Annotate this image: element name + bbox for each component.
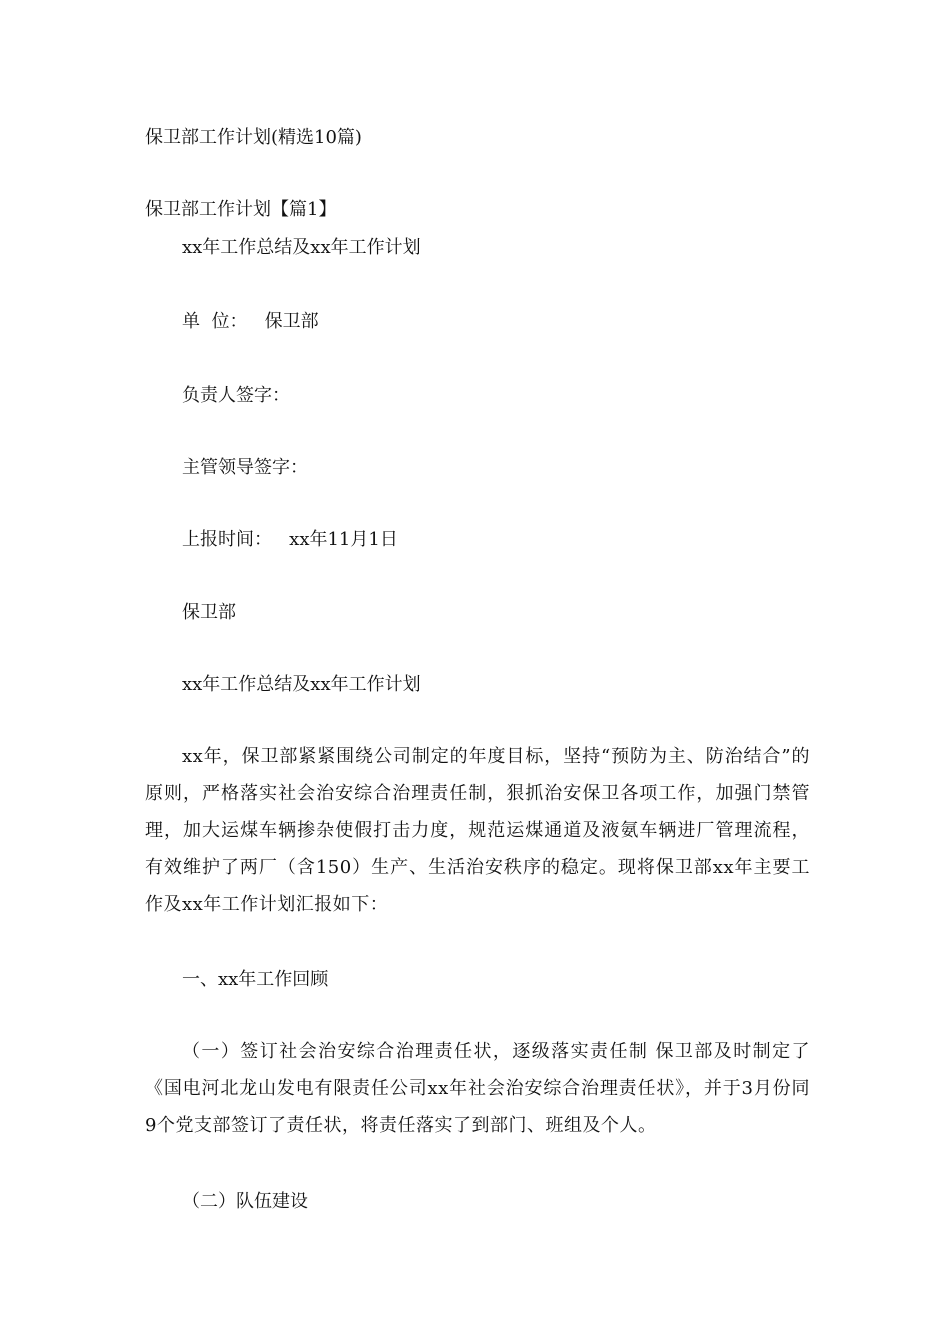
item1-paragraph: （一）签订社会治安综合治理责任状，逐级落实责任制 保卫部及时制定了《国电河北龙山发电有限责任公司xx年社会治安综合治理责任状》，并于3月份同9个党支部签订了责任状，将责任落实了到部门、班组及个人。 (145, 1041, 810, 1136)
responsible-signature-line: 负责人签字： (182, 385, 290, 406)
report-title-repeat: xx年工作总结及xx年工作计划 (182, 674, 421, 695)
department-line: 保卫部 (182, 602, 236, 623)
item2-heading: （二）队伍建设 (182, 1191, 308, 1212)
report-title: xx年工作总结及xx年工作计划 (182, 237, 421, 258)
intro-paragraph: xx年，保卫部紧紧围绕公司制定的年度目标，坚持“预防为主、防治结合”的原则，严格落实社会治安综合治理责任制，狠抓治安保卫各项工作，加强门禁管理，加大运煤车辆掺杂使假打击力度，规范运煤通道及液氨车辆进厂管理流程，有效维护了两厂（含150）生产、生活治安秩序的稳定。现将保卫部xx年主要工作及xx年工作计划汇报如下： (145, 746, 810, 915)
section-heading: 保卫部工作计划【篇1】 (145, 199, 337, 220)
unit-line: 单 位： 保卫部 (182, 311, 319, 332)
report-time-line: 上报时间： xx年11月1日 (182, 529, 398, 550)
leader-signature-line: 主管领导签字： (182, 457, 308, 478)
document-title: 保卫部工作计划(精选10篇) (145, 127, 362, 148)
review-heading: 一、xx年工作回顾 (182, 969, 329, 990)
